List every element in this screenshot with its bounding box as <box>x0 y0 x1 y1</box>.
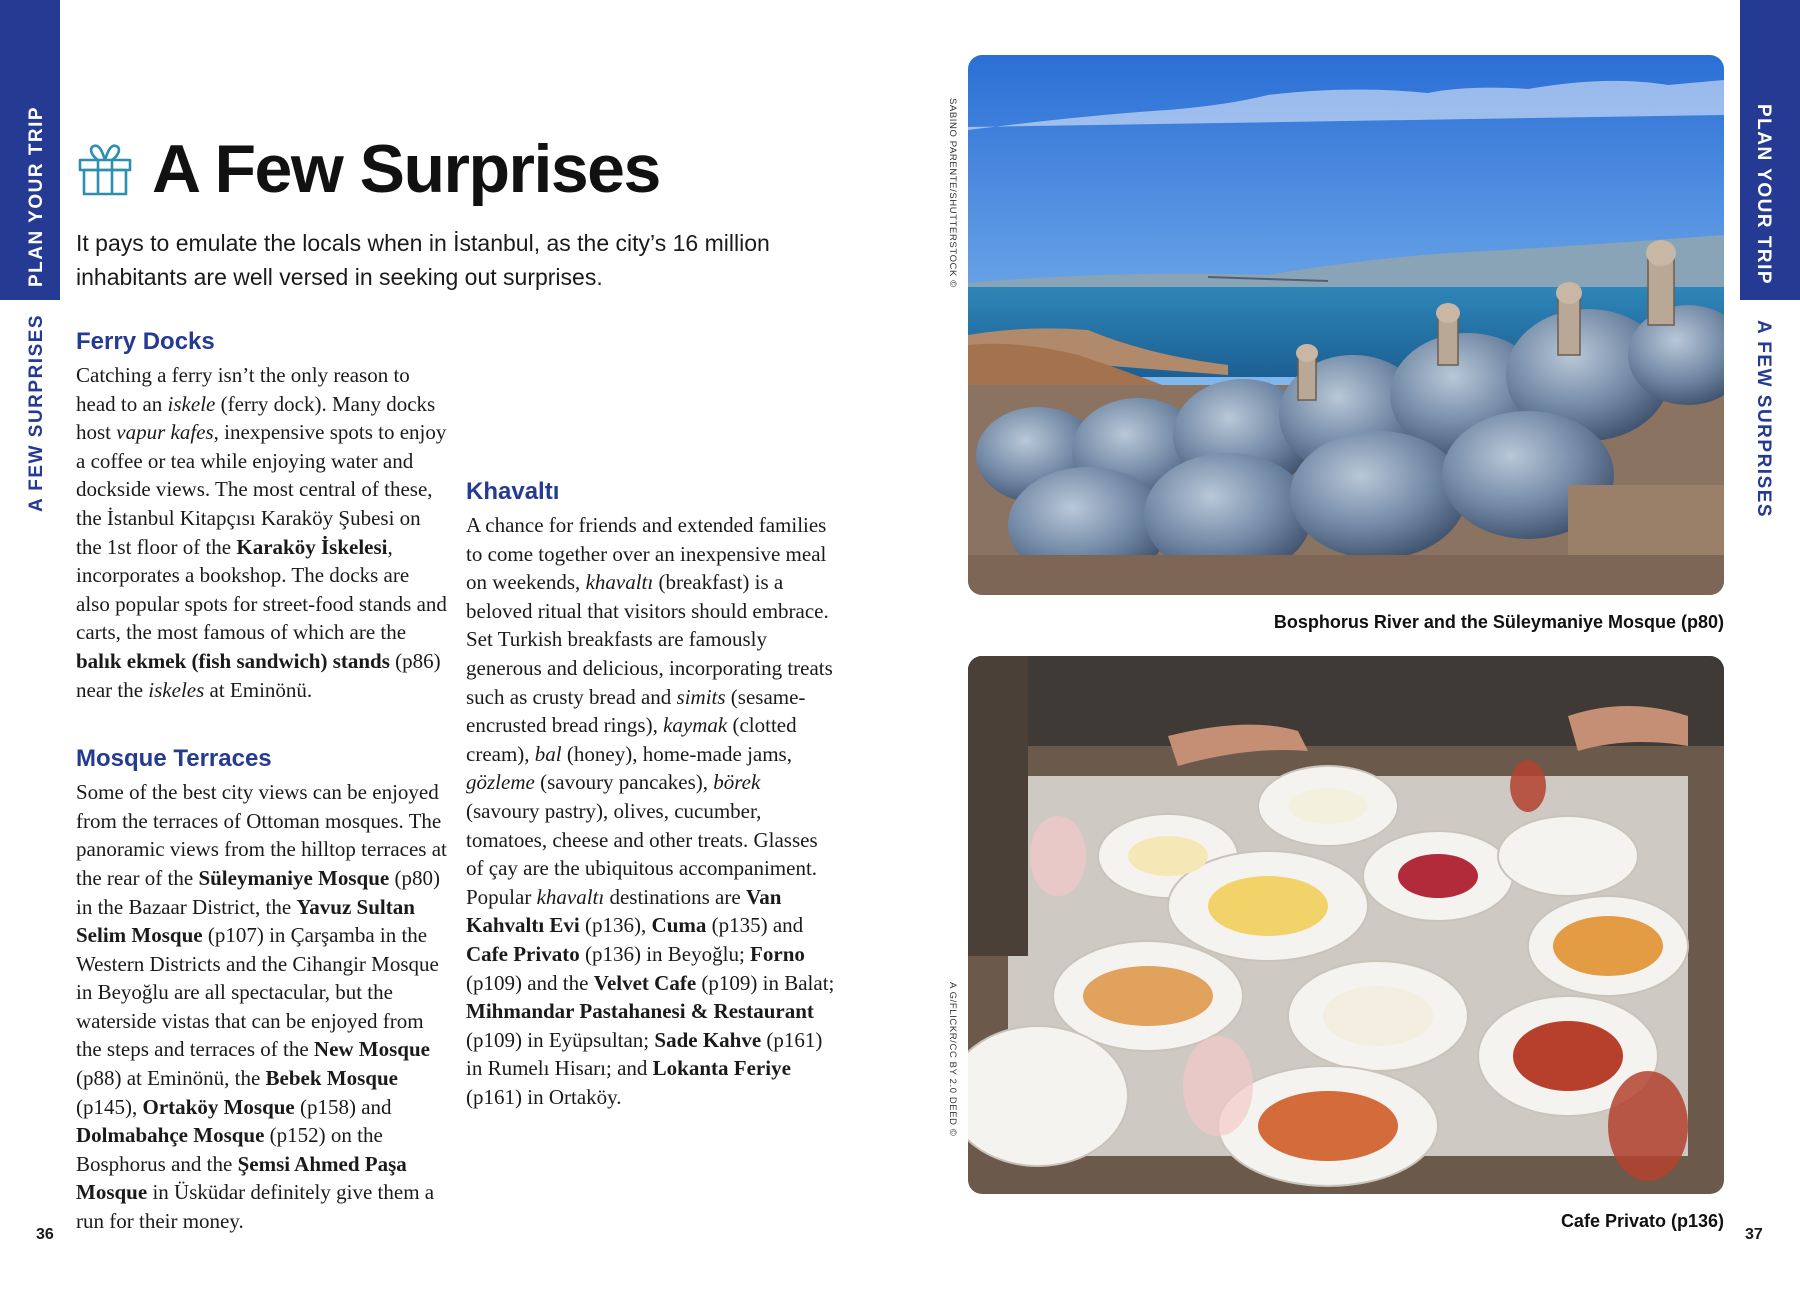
text-run: (sesame-encrusted bread rings), <box>466 684 806 738</box>
text-run: (honey), home-made jams, <box>561 741 792 766</box>
text-run: (p109) in Balat; <box>696 970 835 995</box>
text-run: A chance for friends and extended families to come together over an inexpensive meal on weekends, <box>466 513 827 595</box>
bold-place: Yavuz Sultan Selim Mosque <box>76 894 415 948</box>
bold-place: Şemsi Ahmed Paşa Mosque <box>76 1151 407 1205</box>
italic-term: gözleme <box>466 770 535 795</box>
text-column-1 <box>76 325 448 1236</box>
bold-place: balık ekmek (fish sandwich) stands <box>76 648 390 673</box>
italic-term: khavaltı <box>585 570 654 595</box>
bold-place: Forno <box>750 941 805 966</box>
intro-line-1: It pays to emulate the locals when in İstanbul, as the city’s 16 million <box>76 230 770 256</box>
breakfast-illustration <box>968 656 1724 1194</box>
text-run: (p86) near the <box>76 648 441 702</box>
bold-place: New Mosque <box>313 1037 430 1062</box>
text-run: (p109) and the <box>466 970 594 995</box>
bold-place: Cafe Privato <box>466 941 580 966</box>
italic-term: khavaltı <box>536 884 605 909</box>
italic-term: börek <box>713 770 761 795</box>
intro-line-2: inhabitants are well versed in seeking out surprises. <box>76 264 603 290</box>
photo-credit-bottom: A G/FLICKR/CC BY 2.0 DEED © <box>947 982 958 1137</box>
section-heading-mosque-terraces: Mosque Terraces <box>76 745 272 773</box>
text-run: destinations are <box>604 884 746 909</box>
bold-place: Mihmandar Pastahanesi & Restaurant <box>466 999 814 1024</box>
text-run: (p161) in Rumelı Hisarı; and <box>466 1027 823 1081</box>
italic-term: iskeles <box>148 677 205 702</box>
bold-place: Dolmabahçe Mosque <box>76 1123 265 1148</box>
bold-place: Lokanta Feriye <box>652 1056 791 1081</box>
text-run: (p136) in Beyoğlu; <box>579 941 751 966</box>
photo-cafe-privato-breakfast <box>968 656 1724 1194</box>
page-number-left: 36 <box>36 1226 54 1243</box>
right-section-label: A FEW SURPRISES <box>1753 320 1774 519</box>
section-heading-ferry-docks: Ferry Docks <box>76 328 215 355</box>
ferry-docks-paragraph <box>76 361 448 704</box>
mosque-terraces-paragraph <box>76 778 448 1236</box>
text-run: (p161) in Ortaköy. <box>466 1084 622 1109</box>
bold-place: Süleymaniye Mosque <box>198 865 390 890</box>
text-run: (savoury pastry), olives, cucumber, tomatoes, cheese and other treats. Glasses of çay are the ubiquitous accompaniment. Popular <box>466 798 818 909</box>
italic-term: vapur kafes <box>116 420 214 445</box>
bosphorus-illustration <box>968 55 1724 595</box>
photo-credit-top: SABINO PARENTE/SHUTTERSTOCK © <box>947 98 958 288</box>
bold-place: Velvet Cafe <box>593 970 697 995</box>
caption-bottom-photo: Cafe Privato (p136) <box>1560 1211 1724 1231</box>
bold-place: Bebek Mosque <box>265 1066 398 1091</box>
section-heading-khavalti: Khavaltı <box>466 478 560 505</box>
italic-term: simits <box>676 684 726 709</box>
text-column-2 <box>466 475 838 1111</box>
text-run: (p80) in the Bazaar District, the <box>76 865 440 919</box>
italic-term: iskele <box>167 391 216 416</box>
khavalti-paragraph <box>466 511 838 1111</box>
page-number-right: 37 <box>1745 1226 1763 1243</box>
title-row <box>76 130 660 208</box>
text-run: at Eminönü. <box>204 677 313 702</box>
text-run: (p135) and <box>706 913 804 938</box>
text-run: (p107) in Çarşamba in the Western Districts and the Cihangir Mosque in Beyoğlu are all spectacular, but the waterside vistas that can be enjoyed from the steps and terraces of the <box>76 923 439 1062</box>
text-run: (savoury pancakes), <box>534 770 714 795</box>
text-run: in Üsküdar definitely give them a run for their money. <box>76 1180 435 1234</box>
left-section-label: A FEW SURPRISES <box>26 313 47 512</box>
text-run: (p158) and <box>294 1094 392 1119</box>
text-run: (p136), <box>579 913 652 938</box>
bold-place: Cuma <box>651 913 707 938</box>
intro-paragraph <box>76 226 836 294</box>
bold-place: Van Kahvaltı Evi <box>466 884 782 938</box>
text-run: (ferry dock). Many docks host <box>76 391 436 445</box>
italic-term: kaymak <box>663 713 728 738</box>
page-title: A Few Surprises <box>152 131 660 207</box>
text-run: (p88) at Eminönü, the <box>76 1066 266 1091</box>
text-run: , incorporates a bookshop. The docks are also popular spots for street-food stands and carts, the most famous of which are the <box>76 534 447 645</box>
bold-place: Sade Kahve <box>654 1027 762 1052</box>
text-run: , inexpensive spots to enjoy a coffee or tea while enjoying water and dockside views. The most central of these, the İstanbul Kitapçısı Karaköy Şubesi on the 1st floor of the <box>76 420 447 559</box>
left-tab-label: PLAN YOUR TRIP <box>26 105 47 287</box>
gift-icon <box>76 140 134 198</box>
text-run: (breakfast) is a beloved ritual that visitors should embrace. Set Turkish breakfasts are famously generous and delicious, incorporating treats such as crusty bread and <box>466 570 833 709</box>
caption-top-photo: Bosphorus River and the Süleymaniye Mosque (p80) <box>1273 612 1724 632</box>
italic-term: bal <box>534 741 562 766</box>
text-run: Some of the best city views can be enjoyed from the terraces of Ottoman mosques. The panoramic views from the hilltop terraces at the rear of the <box>76 780 447 890</box>
text-run: (p152) on the Bosphorus and the <box>76 1123 383 1176</box>
bold-place: Ortaköy Mosque <box>142 1094 295 1119</box>
right-tab-label: PLAN YOUR TRIP <box>1753 104 1774 286</box>
text-run: Catching a ferry isn’t the only reason to head to an <box>76 363 410 416</box>
photo-bosphorus-suleymaniye <box>968 55 1724 595</box>
bold-place: Karaköy İskelesi <box>236 534 388 559</box>
text-run: (clotted cream), <box>466 713 797 766</box>
text-run: (p145), <box>76 1094 143 1119</box>
text-run: (p109) in Eyüpsultan; <box>466 1027 655 1052</box>
